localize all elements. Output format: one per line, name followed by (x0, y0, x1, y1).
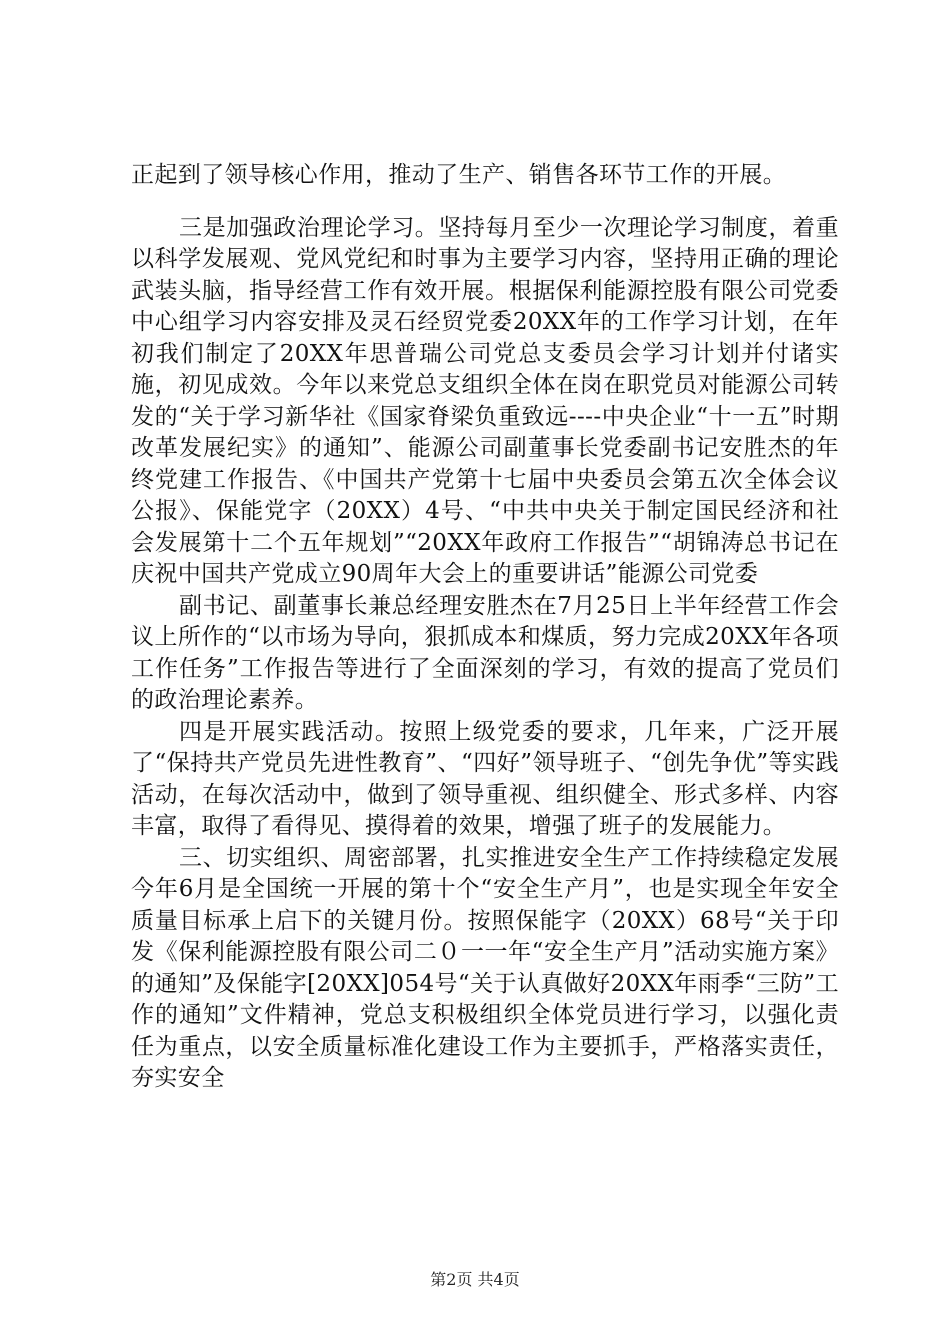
paragraph-deputy-secretary-report: 副书记、副董事长兼总经理安胜杰在7月25日上半年经营工作会议上所作的“以市场为导向，狠抓成本和煤质，努力完成20XX年各项工作任务”工作报告等进行了全面深刻的学习，有效的提高了党员们的政治理论素养。 (131, 592, 839, 713)
paragraph-safety-production: 三、切实组织、周密部署，扎实推进安全生产工作持续稳定发展今年6月是全国统一开展的第十个“安全生产月”，也是实现全年安全质量目标承上启下的关键月份。按照保能字（20XX）68号“关于印发《保利能源控股有限公司二０一一年“安全生产月”活动实施方案》的通知”及保能字[20XX]054号“关于认真做好20XX年雨季“三防”工作的通知”文件精神，党总支积极组织全体党员进行学习，以强化责任为重点，以安全质量标准化建设工作为主要抓手，严格落实责任，夯实安全 (131, 844, 839, 1091)
paragraph-continuation: 正起到了领导核心作用，推动了生产、销售各环节工作的开展。 (131, 162, 787, 188)
paragraph-political-theory-study: 三是加强政治理论学习。坚持每月至少一次理论学习制度，着重以科学发展观、党风党纪和时事为主要学习内容，坚持用正确的理论武装头脑，指导经营工作有效开展。根据保利能源控股有限公司党委中心组学习内容安排及灵石经贸党委20XX年的工作学习计划，在年初我们制定了20XX年思普瑞公司党总支委员会学习计划并付诸实施，初见成效。今年以来党总支组织全体在岗在职党员对能源公司转发的“关于学习新华社《国家脊梁负重致远----中央企业“十一五”时期改革发展纪实》的通知”、能源公司副董事长党委副书记安胜杰的年终党建工作报告、《中国共产党第十七届中央委员会第五次全体会议公报》、保能党字（20XX）4号、“中共中央关于制定国民经济和社会发展第十二个五年规划”“20XX年政府工作报告”“胡锦涛总书记在庆祝中国共产党成立90周年大会上的重要讲话”能源公司党委 (131, 214, 839, 587)
document-body (131, 160, 839, 1095)
page-number-footer: 第2页 共4页 (430, 1270, 520, 1289)
paragraph-practice-activities: 四是开展实践活动。按照上级党委的要求，几年来，广泛开展了“保持共产党员先进性教育”、“四好”领导班子、“创先争优”等实践活动，在每次活动中，做到了领导重视、组织健全、形式多样、内容丰富，取得了看得见、摸得着的效果，增强了班子的发展能力。 (131, 718, 839, 839)
